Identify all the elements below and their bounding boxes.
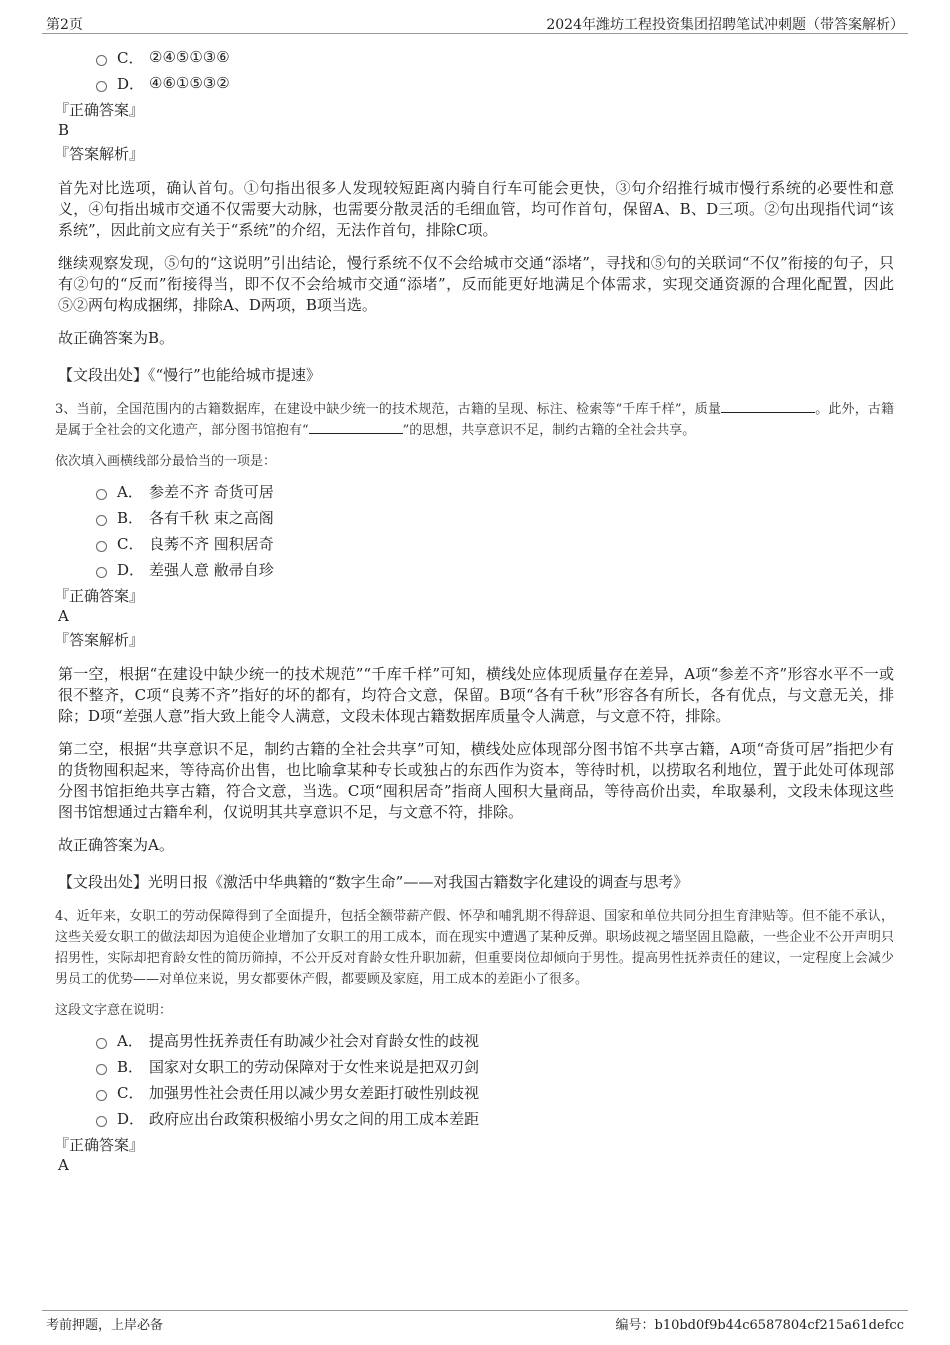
q4-answer: A xyxy=(58,1156,69,1174)
radio-icon[interactable] xyxy=(96,55,107,66)
blank-2 xyxy=(309,421,403,434)
q3-analysis-label: 『答案解析』 xyxy=(54,631,145,649)
document-id: 编号：b10bd0f9b44c6587804cf215a61defcc xyxy=(615,1318,904,1333)
q3-analysis-p2: 第二空，根据“共享意识不足，制约古籍的全社会共享”可知，横线处应体现部分图书馆不共享古籍，A项“奇货可居”指把少有的货物囤积起来，等待高价出售，也比喻拿某种专长或独占的东西作为资本，等待时机，以捞取名利地位，置于此处可体现部分图书馆拒绝共享古籍，符合文意，当选。C项“囤积居奇”指商人囤积大量商品，等待高价出卖，牟取暴利，文段未体现这些图书馆想通过古籍牟利，仅说明其共享意识不足，与文意不符，排除。 xyxy=(58,740,894,821)
q2-option-c[interactable]: C． ②④⑤①③⑥ xyxy=(96,44,894,70)
radio-icon[interactable] xyxy=(96,1090,107,1101)
q3-analysis-p3: 故正确答案为A。 xyxy=(58,836,174,854)
radio-icon[interactable] xyxy=(96,1064,107,1075)
q4-option-d[interactable]: D． 政府应出台政策积极缩小男女之间的用工成本差距 xyxy=(96,1105,894,1131)
header-divider xyxy=(42,33,908,34)
q4-prompt: 这段文字意在说明： xyxy=(55,1003,173,1018)
q2-answer-label: 『正确答案』 xyxy=(54,101,145,119)
q3-prompt: 依次填入画横线部分最恰当的一项是： xyxy=(55,454,277,469)
document-title: 2024年潍坊工程投资集团招聘笔试冲刺题（带答案解析） xyxy=(546,17,904,33)
q2-option-d[interactable]: D． ④⑥①⑤③② xyxy=(96,70,894,96)
radio-icon[interactable] xyxy=(96,515,107,526)
radio-icon[interactable] xyxy=(96,1038,107,1049)
q3-answer-label: 『正确答案』 xyxy=(54,587,145,605)
q2-analysis-label: 『答案解析』 xyxy=(54,145,145,163)
q3-option-b[interactable]: B． 各有千秋 束之高阁 xyxy=(96,504,894,530)
q3-source: 【文段出处】光明日报《激活中华典籍的“数字生命”——对我国古籍数字化建设的调查与思考》 xyxy=(58,873,689,891)
q4-option-b[interactable]: B． 国家对女职工的劳动保障对于女性来说是把双刃剑 xyxy=(96,1053,894,1079)
q3-analysis-p1: 第一空，根据“在建设中缺少统一的技术规范”“千库千样”可知，横线处应体现质量存在差异，A项“参差不齐”形容水平不一或很不整齐，C项“良莠不齐”指好的坏的都有，均符合文意，保留。B项“各有千秋”形容各有所长，各有优点，与文意无关，排除；D项“差强人意”指大致上能令人满意，文段未体现古籍数据库质量令人满意，与文意不符，排除。 xyxy=(58,665,894,725)
q2-analysis-p3: 故正确答案为B。 xyxy=(58,329,175,347)
q3-option-c[interactable]: C． 良莠不齐 囤积居奇 xyxy=(96,530,894,556)
radio-icon[interactable] xyxy=(96,567,107,578)
q4-answer-label: 『正确答案』 xyxy=(54,1136,145,1154)
q3-answer: A xyxy=(58,607,69,625)
q3-option-d[interactable]: D． 差强人意 敝帚自珍 xyxy=(96,556,894,582)
footer-divider xyxy=(42,1310,908,1311)
radio-icon[interactable] xyxy=(96,81,107,92)
q3-option-a[interactable]: A． 参差不齐 奇货可居 xyxy=(96,478,894,504)
q2-answer: B xyxy=(58,121,70,139)
q4-option-a[interactable]: A． 提高男性抚养责任有助减少社会对育龄女性的歧视 xyxy=(96,1027,894,1053)
q2-analysis-p1: 首先对比选项，确认首句。①句指出很多人发现较短距离内骑自行车可能会更快，③句介绍推行城市慢行系统的必要性和意义，④句指出城市交通不仅需要大动脉，也需要分散灵活的毛细血管，均可作首句，保留A、B、D三项。②句出现指代词“该系统”，因此前文应有关于“系统”的介绍，无法作首句，排除C项。 xyxy=(58,179,894,239)
q4-stem: 4、近年来，女职工的劳动保障得到了全面提升，包括全额带薪产假、怀孕和哺乳期不得辞退、国家和单位共同分担生育津贴等。但不能不承认，这些关爱女职工的做法却因为追使企业增加了女职工的用工成本，而在现实中遭遇了某种反弹。职场歧视之墙坚固且隐蔽，一些企业不公开声明只招男性，实际却把育龄女性的简历筛掉，不公开反对育龄女性升职加薪，但重要岗位却倾向于男性。提高男性抚养责任的建议，一定程度上会减少男员工的优势——对单位来说，男女都要休产假，都要顾及家庭，用工成本的差距小了很多。 xyxy=(55,909,894,987)
q2-source: 【文段出处】《“慢行”也能给城市提速》 xyxy=(58,366,321,384)
q3-stem: 3、当前，全国范围内的古籍数据库，在建设中缺少统一的技术规范，古籍的呈现、标注、检索等“千库千样”，质量 。此外，古籍是属于全社会的文化遗产，部分图书馆抱有“ ”的思想，共享意识不足，制约古籍的全社会共享。 xyxy=(55,402,894,438)
blank-1 xyxy=(721,400,815,413)
footer-slogan: 考前押题，上岸必备 xyxy=(46,1318,164,1333)
radio-icon[interactable] xyxy=(96,1116,107,1127)
radio-icon[interactable] xyxy=(96,541,107,552)
q2-analysis-p2: 继续观察发现，⑤句的“这说明”引出结论，慢行系统不仅不会给城市交通“添堵”，寻找和⑤句的关联词“不仅”衔接的句子，只有②句的“反而”衔接得当，即不仅不会给城市交通“添堵”，反而能更好地满足个体需求，实现交通资源的合理化配置，因此⑤②两句构成捆绑，排除A、D两项，B项当选。 xyxy=(58,254,894,314)
page-number: 第2页 xyxy=(46,17,83,33)
q4-option-c[interactable]: C． 加强男性社会责任用以减少男女差距打破性别歧视 xyxy=(96,1079,894,1105)
page-content xyxy=(54,44,894,1175)
radio-icon[interactable] xyxy=(96,489,107,500)
